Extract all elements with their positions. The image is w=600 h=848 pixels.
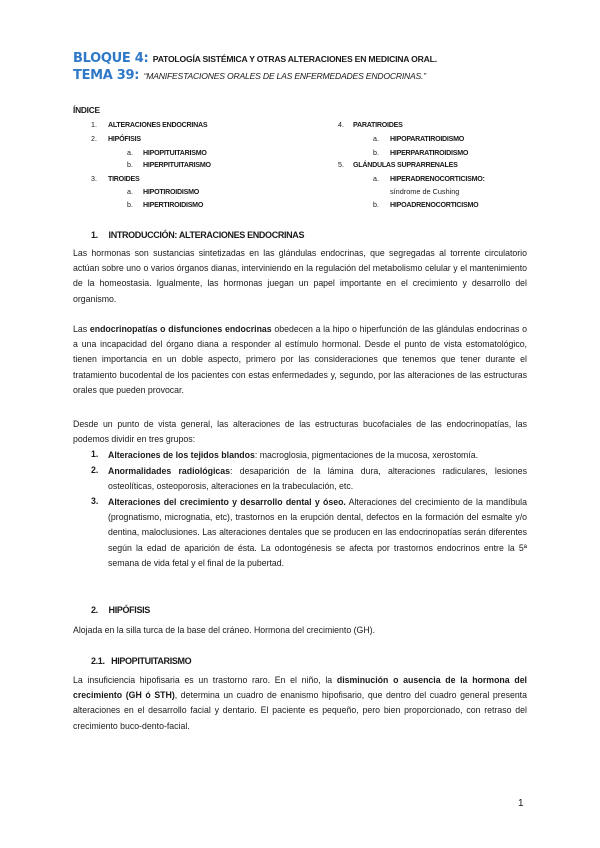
index-item-suprarrenales: GLÁNDULAS SUPRARRENALES (353, 161, 458, 169)
index-item-hiperadrenocorticismo: HIPERADRENOCORTICISMO: (390, 175, 485, 183)
text-run: : macroglosia, pigmentaciones de la mucosa, xerostomía. (254, 450, 479, 460)
index-title: ÍNDICE (73, 105, 100, 115)
list-number: 1. (91, 449, 99, 459)
index-item-tiroides: TIROIDES (108, 175, 140, 183)
list-item-tejidos-blandos (108, 448, 527, 463)
index-letter: a. (127, 188, 133, 196)
section-heading-hipopituitarismo: 2.1. HIPOPITUITARISMO (91, 656, 192, 666)
index-item-hiperpituitarismo: HIPERPITUITARISMO (143, 161, 211, 169)
text-run: La insuficiencia hipofisaria es un trastorno raro. En el niño, la (73, 675, 337, 685)
index-item-hipopituitarismo: HIPOPITUITARISMO (143, 149, 207, 157)
text-run: : desaparición de la lámina dura, alteraciones radiculares, lesiones osteolíticas, osteoporosis, alteraciones en la trabeculación, etc. (108, 466, 527, 492)
paragraph-hipofisis: Alojada en la silla turca de la base del cráneo. Hormona del crecimiento (GH). (73, 625, 376, 635)
bloque-title: PATOLOGÍA SISTÉMICA Y OTRAS ALTERACIONES EN MEDICINA ORAL. (152, 54, 437, 64)
tema-header (73, 69, 426, 82)
list-number: 3. (91, 496, 99, 506)
index-letter: b. (127, 201, 133, 209)
index-item-hipoparatiroidismo: HIPOPARATIROIDISMO (390, 135, 465, 143)
text-run: Alteraciones del crecimiento de la mandíbula (prognatismo, micrognatia, etc), trastornos en la erupción dental, defectos en la formación del esmalte y/o dentina, maloclusiones. Las alteraciones dentales que se producen en las endocrinopatías serán diferentes según la edad de aparición de ésta. La odontogénesis se afecta por trastornos endocrinos entre la 5ª semana de vida fetal y el final de la pubertad. (108, 497, 527, 568)
index-item-hiperparatiroidismo: HIPERPARATIROIDISMO (390, 149, 469, 157)
paragraph-grupos: Desde un punto de vista general, las alteraciones de las estructuras bucofaciales de las endocrinopatías, las podemos dividir en tres grupos: (73, 419, 527, 445)
bold-term: disminución o ausencia de la hormona del crecimiento (GH ó STH) (73, 675, 527, 701)
index-number: 1. (91, 121, 97, 129)
section-heading-introduccion: 1. INTRODUCCIÓN: ALTERACIONES ENDOCRINAS (91, 230, 305, 240)
index-item-hipofisis: HIPÓFISIS (108, 135, 141, 143)
index-item-alteraciones: ALTERACIONES ENDOCRINAS (108, 121, 208, 129)
page-number: 1 (518, 798, 524, 809)
tema-label: TEMA 39: (73, 68, 140, 83)
index-letter: b. (373, 201, 379, 209)
text-run: , determina un cuadro de enanismo hipofisario, que dentro del cuadro general presenta alteraciones en el desarrollo facial y dentario. El paciente es pequeño, pero bien proporcionado, con retraso del crecimiento buco-dento-facial. (73, 690, 527, 731)
section-heading-hipofisis: 2. HIPÓFISIS (91, 605, 150, 615)
index-item-cushing: síndrome de Cushing (390, 187, 460, 196)
bloque-header (73, 52, 437, 65)
list-number: 2. (91, 465, 99, 475)
index-letter: b. (127, 161, 133, 169)
bold-term: Anormalidades radiológicas (108, 466, 231, 476)
bold-term: Alteraciones de los tejidos blandos (108, 450, 255, 460)
paragraph-hipopituitarismo (73, 673, 527, 734)
text-run: obedecen a la hipo o hiperfunción de las glándulas endocrinas o a una incapacidad del órgano diana a responder al estímulo hormonal. Desde el punto de vista estomatológico, tienen importancia en un doble aspecto, primero por las consideraciones que tenemos que tener durante el tratamiento bucodental de los pacientes con estas enfermedades y, segundo, por las alteraciones de las estructuras orales que pueden provocar. (73, 324, 528, 395)
index-letter: b. (373, 149, 379, 157)
paragraph-hormonas: Las hormonas son sustancias sintetizadas en las glándulas endocrinas, que segregadas al torrente circulatorio actúan sobre uno o varios órganos dianas, interviniendo en la regulación del metabolismo celular y el mantenimiento de la homeostasia. Igualmente, las hormonas juegan un papel importante en el crecimiento y desarrollo del organismo. (73, 248, 527, 304)
list-item-radiologicas (108, 464, 527, 494)
list-item-crecimiento (108, 495, 527, 571)
bold-term: Alteraciones del crecimiento y desarrollo dental y óseo. (108, 497, 346, 507)
index-number: 5. (338, 161, 344, 169)
index-number: 3. (91, 175, 97, 183)
index-item-paratiroides: PARATIROIDES (353, 121, 403, 129)
index-item-hipoadrenocorticismo: HIPOADRENOCORTICISMO (390, 201, 479, 209)
index-letter: a. (373, 135, 379, 143)
index-letter: a. (127, 149, 133, 157)
text-run: Las (73, 324, 90, 334)
bloque-label: BLOQUE 4: (73, 51, 149, 66)
index-number: 2. (91, 135, 97, 143)
paragraph-endocrinopatias (73, 322, 527, 398)
tema-title: “MANIFESTACIONES ORALES DE LAS ENFERMEDADES ENDOCRINAS.” (143, 71, 426, 81)
index-letter: a. (373, 175, 379, 183)
bold-term: endocrinopatías o disfunciones endocrinas (89, 324, 272, 334)
index-number: 4. (338, 121, 344, 129)
index-item-hipotiroidismo: HIPOTIROIDISMO (143, 188, 200, 196)
index-item-hipertiroidismo: HIPERTIROIDISMO (143, 201, 204, 209)
